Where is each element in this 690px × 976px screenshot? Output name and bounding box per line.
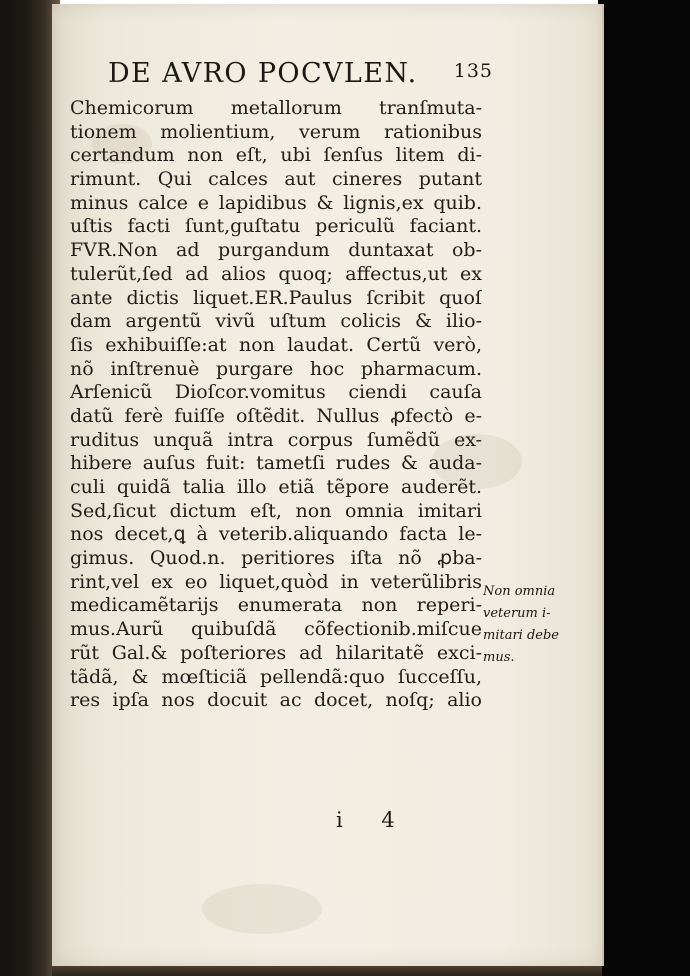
page-header — [108, 58, 493, 98]
text-line: dam argentũ vivũ uſtum colicis & ilio- — [70, 310, 482, 333]
text-line: tulerũt,ſed ad alios quoq; affectus,ut ex — [70, 262, 482, 285]
text-line: tionem molientium, verum rationibus — [70, 120, 482, 143]
signature-mark: i 4 — [336, 808, 411, 832]
text-line: Arſenicũ Dioſcor.vomitus ciendi cauſa — [70, 381, 482, 404]
text-line: nos decet,ꝗ à veterib.aliquando facta le- — [70, 523, 482, 546]
text-line: ſis exhibuiſſe:at non laudat. Certũ verò, — [70, 333, 482, 356]
text-line: Chemicorum metallorum tranſmuta- — [70, 97, 482, 119]
text-line: culi quidã talia illo etiã tẽpore auderẽt. — [70, 476, 482, 498]
text-line: rũt Gal.& poſteriores ad hilaritatẽ exci- — [70, 641, 482, 664]
text-line: Sed,ſicut dictum eſt, non omnia imitari — [70, 499, 482, 522]
running-title: DE AVRO POCVLEN. — [108, 58, 418, 89]
paper-stain — [202, 884, 322, 934]
text-line: medicamẽtarijs enumerata non reperi- — [70, 594, 482, 617]
binding-gutter — [0, 0, 60, 976]
text-line: tãdã, & mœſticiã pellendã:quo ſucceſſu, — [70, 665, 482, 688]
text-line: FVR.Non ad purgandum duntaxat ob- — [70, 239, 482, 262]
text-line: res ipſa nos docuit ac docet, noſq; alio — [70, 689, 482, 712]
text-line: certandum non eſt, ubi ſenſus litem di- — [70, 144, 482, 167]
text-line: ante dictis liquet.ER.Paulus ſcribit quoſ — [70, 286, 482, 309]
margin-note-line: veterum i- — [483, 606, 551, 621]
text-line: gimus. Quod.n. peritiores iſta nõ ꝓba- — [70, 547, 482, 570]
scan-background — [598, 0, 690, 976]
text-line: rimunt. Qui calces aut cineres putant — [70, 168, 482, 191]
text-line: uſtis facti ſunt,guſtatu periculũ faciant. — [70, 215, 482, 238]
body-text — [70, 97, 482, 713]
text-line: mus.Aurũ quibuſdã cõfectionib.miſcue — [70, 618, 482, 641]
text-line: rint,vel ex eo liquet,quòd in veterũlibris — [70, 570, 482, 593]
text-line: nõ inſtrenuè purgare hoc pharmacum. — [70, 357, 482, 380]
text-line: ruditus unquã intra corpus ſumẽdũ ex- — [70, 428, 482, 451]
page-number: 135 — [453, 60, 493, 82]
margin-note-line: mus. — [483, 650, 515, 665]
text-line: datũ ferè fuiſſe oſtẽdit. Nullus ꝓfectò e- — [70, 404, 482, 427]
margin-note-line: Non omnia — [483, 584, 556, 599]
margin-note — [483, 581, 573, 669]
text-line: hibere auſus fuit: tametſi rudes & auda- — [70, 452, 482, 475]
margin-note-line: mitari debe — [483, 628, 559, 643]
text-line: minus calce e lapidibus & lignis,ex quib. — [70, 191, 482, 214]
